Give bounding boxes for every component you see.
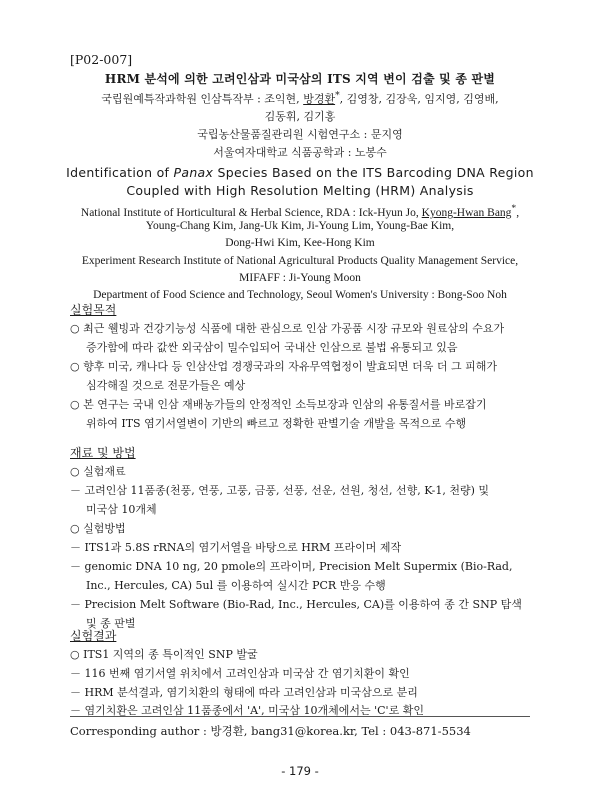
section-heading-methods: 재료 및 방법 <box>70 446 136 460</box>
korean-authors-line-3: 국립농산물품질관리원 시험연구소 : 문지영 <box>197 128 403 141</box>
methods-line: － ITS1과 5.8S rRNA의 염기서열을 바탕으로 HRM 프라이머 제작 <box>70 541 402 554</box>
methods-line: 미국삼 10개체 <box>86 503 157 516</box>
results-line: － HRM 분석결과, 염기치환의 형태에 따라 고려인삼과 미국삼으로 분리 <box>70 686 418 699</box>
section-heading-results: 실험결과 <box>70 629 117 643</box>
korean-affiliation-1: 국립원예특작과학원 인삼특작부 : 조익현, <box>101 92 304 106</box>
english-title-start: Identification of <box>66 165 174 180</box>
section-heading-purpose: 실험목적 <box>70 303 117 317</box>
english-authors-comma: , <box>516 206 520 219</box>
korean-corresponding-author: 방경환 <box>303 92 336 106</box>
footnote-divider <box>70 716 530 717</box>
korean-authors-line-4: 서울여자대학교 식품공학과 : 노봉수 <box>213 146 387 159</box>
methods-line: ○ 실험재료 <box>70 465 126 478</box>
english-authors-line-4: Experiment Research Institute of National Agricultural Products Quality Management Service, <box>81 255 519 267</box>
english-affiliation-1: National Institute of Horticultural & Herbal Science, RDA : Ick-Hyun Jo, <box>80 206 422 219</box>
methods-line: ○ 실험방법 <box>70 522 126 535</box>
results-line: ○ ITS1 지역의 종 특이적인 SNP 발굴 <box>70 648 258 661</box>
corresponding-mark: * <box>335 90 340 101</box>
english-title-genus: Panax <box>173 165 214 180</box>
abstract-code: [P02-007] <box>70 52 133 67</box>
methods-line: － Precision Melt Software (Bio-Rad, Inc., Hercules, CA)를 이용하여 종 간 SNP 탐색 <box>70 598 522 611</box>
korean-authors-rest: , 김영창, 김장욱, 임지영, 김영배, <box>339 92 499 106</box>
purpose-line: ○ 최근 웰빙과 건강기능성 식품에 대한 관심으로 인삼 가공품 시장 규모와 원료삼의 수요가 <box>70 322 505 335</box>
purpose-line: 위하여 ITS 염기서열변이 기반의 빠르고 정확한 판별기술 개발을 목적으로 수행 <box>86 417 467 430</box>
english-title-line-2: Coupled with High Resolution Melting (HRM) Analysis <box>126 183 474 198</box>
korean-authors-line-1 <box>60 90 540 107</box>
purpose-line: 증가함에 따라 값싼 외국삼이 밀수입되어 국내산 인삼으로 불법 유통되고 있음 <box>86 341 458 354</box>
english-authors-line-3: Dong-Hwi Kim, Kee-Hong Kim <box>225 237 375 249</box>
korean-title: HRM 분석에 의한 고려인삼과 미국삼의 ITS 지역 변이 검출 및 종 판별 <box>104 72 496 86</box>
methods-line: － genomic DNA 10 ng, 20 pmole의 프라이머, Precision Melt Supermix (Bio-Rad, <box>70 560 513 573</box>
corresponding-author-footnote: Corresponding author : 방경환, bang31@korea.kr, Tel : 043-871-5534 <box>70 724 471 738</box>
english-corresponding-author: Kyong-Hwan Bang <box>421 206 512 219</box>
methods-line: Inc., Hercules, CA) 5ul 를 이용하여 실시간 PCR 반응 수행 <box>86 579 386 592</box>
results-line: － 116 번째 염기서열 위치에서 고려인삼과 미국삼 간 염기치환이 확인 <box>70 667 410 680</box>
methods-line: － 고려인삼 11품종(천풍, 연풍, 고풍, 금풍, 선풍, 선운, 선원, 청선, 선향, K-1, 천량) 및 <box>70 484 490 497</box>
purpose-line: ○ 본 연구는 국내 인삼 재배농가들의 안정적인 소득보장과 인삼의 유통질서를 바로잡기 <box>70 398 487 411</box>
methods-line: 및 종 판별 <box>86 617 136 630</box>
purpose-line: ○ 향후 미국, 캐나다 등 인삼산업 경쟁국과의 자유무역협정이 발효되면 더욱 더 그 피해가 <box>70 360 497 373</box>
english-authors-line-2: Young-Chang Kim, Jang-Uk Kim, Ji-Young Lim, Young-Bae Kim, <box>145 220 455 232</box>
english-title-line-1 <box>60 165 540 180</box>
korean-authors-line-2: 김동휘, 김기홍 <box>264 110 336 123</box>
page-number: - 179 - <box>281 764 319 778</box>
english-corresponding-mark: * <box>511 203 517 214</box>
english-authors-line-1 <box>40 203 560 219</box>
results-line: － 염기치환은 고려인삼 11품종에서 'A', 미국삼 10개체에서는 'C'로 확인 <box>70 704 424 717</box>
english-title-end: Species Based on the ITS Barcoding DNA Region <box>213 165 534 180</box>
purpose-line: 심각해질 것으로 전문가들은 예상 <box>86 379 246 392</box>
english-authors-line-6: Department of Food Science and Technology, Seoul Women's University : Bong-Soo Noh <box>93 289 507 301</box>
english-authors-line-5: MIFAFF : Ji-Young Moon <box>239 272 361 284</box>
